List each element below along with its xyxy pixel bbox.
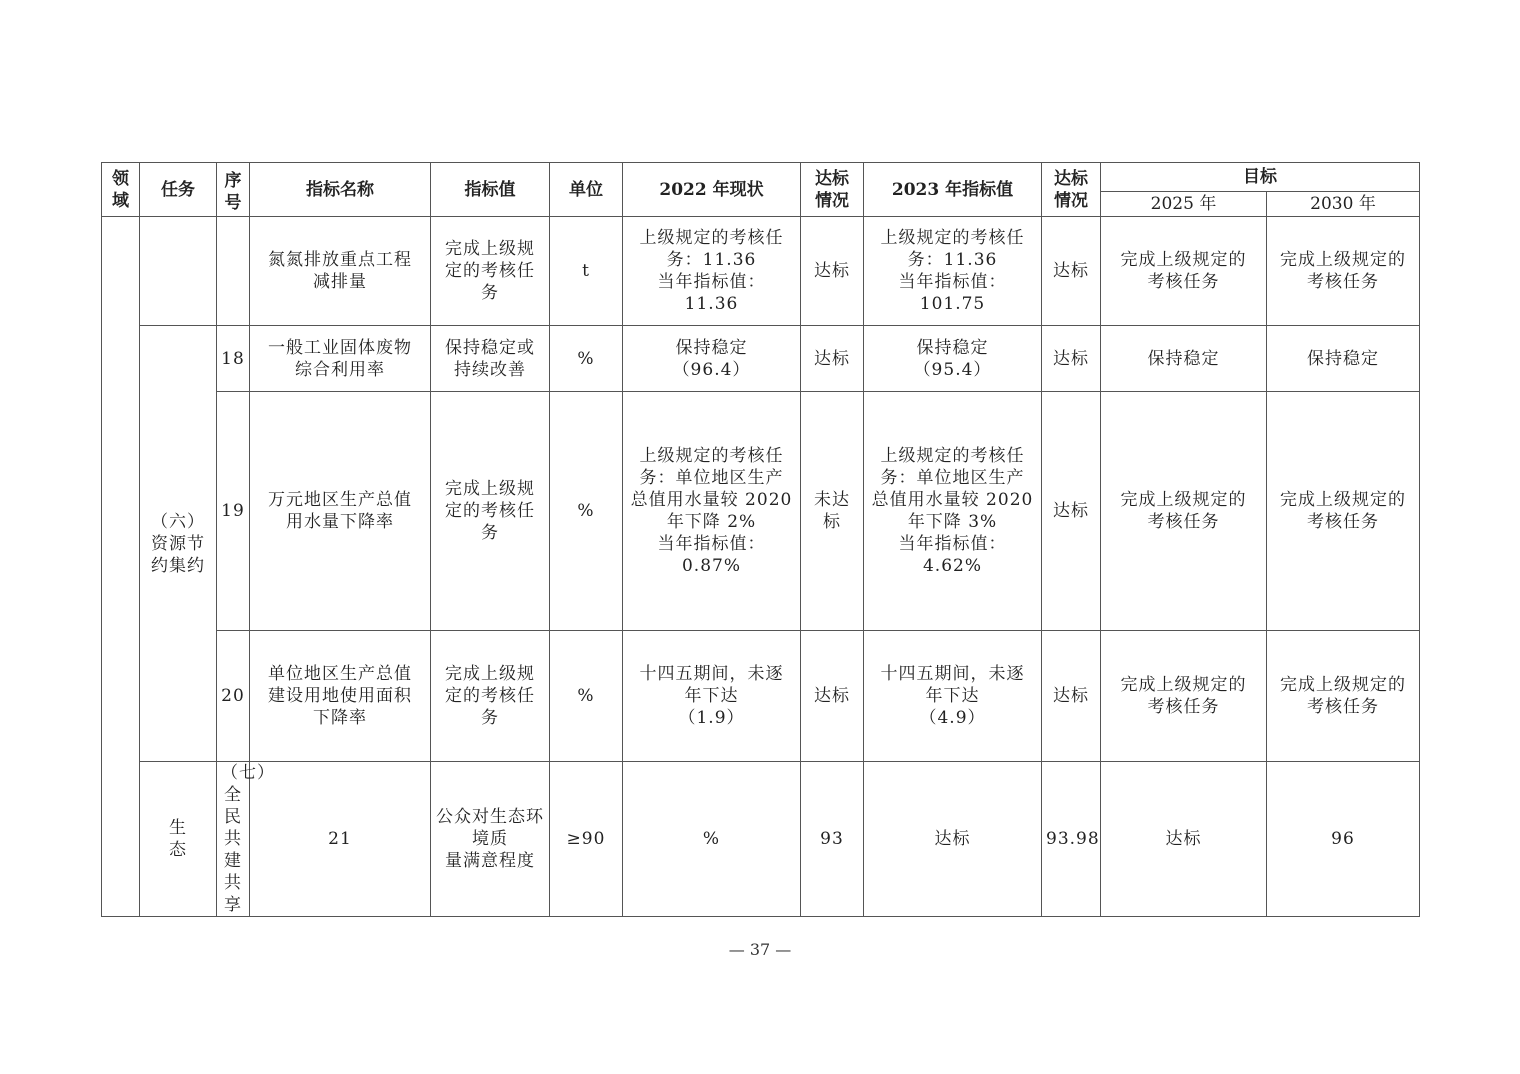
goal-2030-cell: 完成上级规定的 考核任务 bbox=[1267, 217, 1420, 326]
unit-cell: % bbox=[550, 326, 623, 392]
table-row bbox=[102, 392, 1420, 631]
table-row bbox=[102, 762, 1420, 917]
indicator-value-cell: 完成上级规 定的考核任 务 bbox=[431, 392, 550, 631]
met-2023-cell: 达标 bbox=[1101, 762, 1267, 917]
indicator-name-cell: 公众对生态环境质 量满意程度 bbox=[431, 762, 550, 917]
met-2022-cell: 未达 标 bbox=[801, 392, 864, 631]
header-seq: 序 号 bbox=[217, 163, 250, 217]
field-cell: 生 态 bbox=[140, 762, 217, 917]
target-2023-cell: 上级规定的考核任 务：11.36 当年指标值： 101.75 bbox=[864, 217, 1042, 326]
target-2023-cell: 93.98 bbox=[1042, 762, 1101, 917]
unit-cell: t bbox=[550, 217, 623, 326]
goal-2030-cell: 完成上级规定的 考核任务 bbox=[1267, 392, 1420, 631]
goal-2030-cell: 保持稳定 bbox=[1267, 326, 1420, 392]
status-2022-cell: 93 bbox=[801, 762, 864, 917]
indicator-table bbox=[101, 162, 1420, 917]
header-status-2022: 2022 年现状 bbox=[623, 163, 801, 217]
met-2023-cell: 达标 bbox=[1042, 631, 1101, 762]
goal-2025-cell: 96 bbox=[1267, 762, 1420, 917]
goal-2025-cell: 完成上级规定的 考核任务 bbox=[1101, 392, 1267, 631]
status-2022-cell: 十四五期间，未逐 年下达 （1.9） bbox=[623, 631, 801, 762]
status-2022-cell: 上级规定的考核任 务：11.36 当年指标值： 11.36 bbox=[623, 217, 801, 326]
table-row bbox=[102, 217, 1420, 326]
seq-cell: 19 bbox=[217, 392, 250, 631]
task-cell: （七） 全民共 建共享 bbox=[217, 762, 250, 917]
table-row bbox=[102, 631, 1420, 762]
header-goal-2025: 2025 年 bbox=[1101, 192, 1267, 217]
met-2023-cell: 达标 bbox=[1042, 326, 1101, 392]
met-2023-cell: 达标 bbox=[1042, 217, 1101, 326]
indicator-name-cell: 一般工业固体废物 综合利用率 bbox=[250, 326, 431, 392]
target-2023-cell: 保持稳定 （95.4） bbox=[864, 326, 1042, 392]
header-field: 领 域 bbox=[102, 163, 140, 217]
goal-2025-cell: 完成上级规定的 考核任务 bbox=[1101, 217, 1267, 326]
status-2022-cell: 保持稳定 （96.4） bbox=[623, 326, 801, 392]
indicator-name-cell: 氮氮排放重点工程 减排量 bbox=[250, 217, 431, 326]
met-2023-cell: 达标 bbox=[1042, 392, 1101, 631]
target-2023-cell: 上级规定的考核任 务：单位地区生产 总值用水量较 2020 年下降 3% 当年指标值： 4.62% bbox=[864, 392, 1042, 631]
indicator-name-cell: 万元地区生产总值 用水量下降率 bbox=[250, 392, 431, 631]
seq-cell bbox=[217, 217, 250, 326]
seq-cell: 20 bbox=[217, 631, 250, 762]
page-number: — 37 — bbox=[728, 940, 792, 959]
header-target-2023: 2023 年指标值 bbox=[864, 163, 1042, 217]
goal-2025-cell: 完成上级规定的 考核任务 bbox=[1101, 631, 1267, 762]
goal-2030-cell: 完成上级规定的 考核任务 bbox=[1267, 631, 1420, 762]
header-met-2022: 达标 情况 bbox=[801, 163, 864, 217]
indicator-name-cell: 单位地区生产总值 建设用地使用面积 下降率 bbox=[250, 631, 431, 762]
table-row bbox=[102, 326, 1420, 392]
indicator-value-cell: 完成上级规 定的考核任 务 bbox=[431, 217, 550, 326]
met-2022-cell: 达标 bbox=[864, 762, 1042, 917]
met-2022-cell: 达标 bbox=[801, 326, 864, 392]
header-goal: 目标 bbox=[1101, 163, 1420, 192]
header-unit: 单位 bbox=[550, 163, 623, 217]
indicator-value-cell: 保持稳定或 持续改善 bbox=[431, 326, 550, 392]
unit-cell: % bbox=[550, 631, 623, 762]
header-indicator-name: 指标名称 bbox=[250, 163, 431, 217]
indicator-value-cell: 完成上级规 定的考核任 务 bbox=[431, 631, 550, 762]
header-task: 任务 bbox=[140, 163, 217, 217]
seq-cell: 18 bbox=[217, 326, 250, 392]
seq-cell: 21 bbox=[250, 762, 431, 917]
header-indicator-value: 指标值 bbox=[431, 163, 550, 217]
target-2023-cell: 十四五期间，未逐 年下达 （4.9） bbox=[864, 631, 1042, 762]
task-cell: （六） 资源节 约集约 bbox=[140, 326, 217, 762]
header-goal-2030: 2030 年 bbox=[1267, 192, 1420, 217]
task-cell-blank bbox=[140, 217, 217, 326]
met-2022-cell: 达标 bbox=[801, 631, 864, 762]
status-2022-cell: 上级规定的考核任 务：单位地区生产 总值用水量较 2020 年下降 2% 当年指标值： 0.87% bbox=[623, 392, 801, 631]
goal-2025-cell: 保持稳定 bbox=[1101, 326, 1267, 392]
unit-cell: % bbox=[623, 762, 801, 917]
header-met-2023: 达标 情况 bbox=[1042, 163, 1101, 217]
indicator-value-cell: ≥90 bbox=[550, 762, 623, 917]
met-2022-cell: 达标 bbox=[801, 217, 864, 326]
unit-cell: % bbox=[550, 392, 623, 631]
field-cell-blank bbox=[102, 217, 140, 917]
